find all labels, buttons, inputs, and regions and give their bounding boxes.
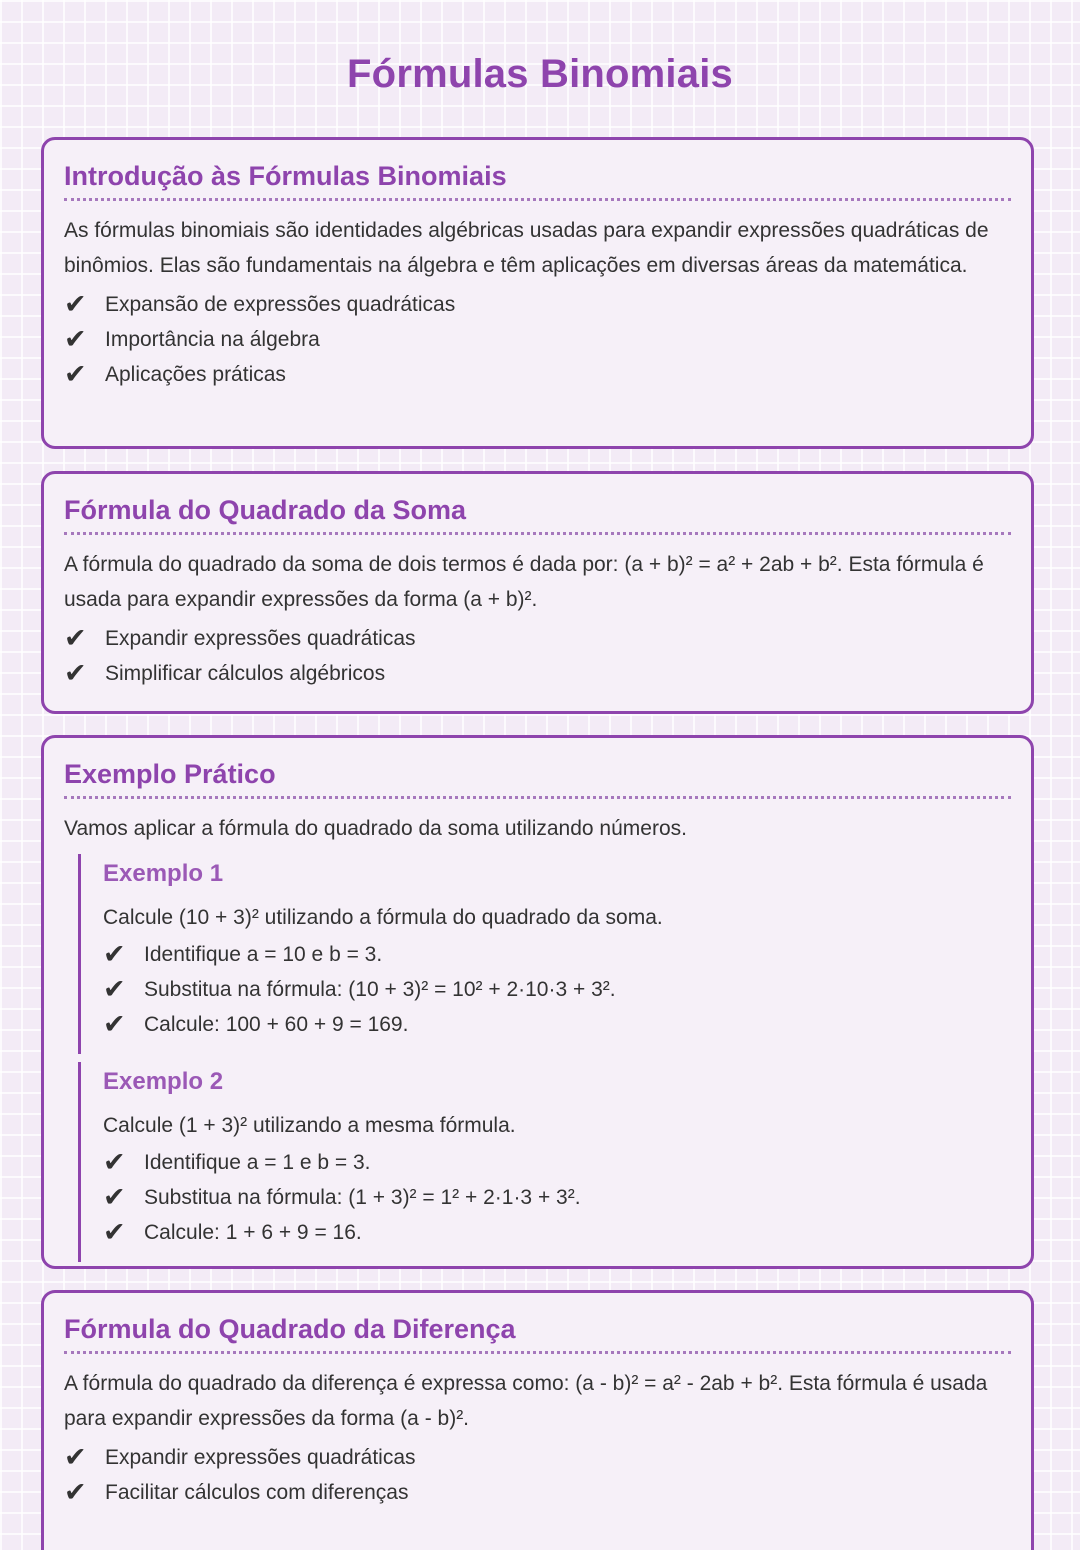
example-title: Exemplo 2: [103, 1068, 224, 1095]
check-icon: ✔: [103, 1217, 126, 1247]
list-item: [64, 322, 1011, 357]
section-text: A fórmula do quadrado da soma de dois termos é dada por: (a + b)² = a² + 2ab + b². Esta fórmula é usada para expandir expressões da forma (a + b)².: [64, 553, 984, 611]
list-item: [64, 1440, 1011, 1475]
list-item: [64, 1475, 1011, 1510]
difference-formula-card: [41, 1290, 1034, 1550]
list-item-label: Calcule: 1 + 6 + 9 = 16.: [144, 1221, 362, 1244]
example-text: Calcule (10 + 3)² utilizando a fórmula do quadrado da soma.: [103, 906, 663, 929]
check-icon: ✔: [103, 1009, 126, 1039]
list-item: [103, 1180, 1011, 1215]
list-item-label: Aplicações práticas: [105, 363, 286, 386]
list-item: [103, 937, 1011, 972]
check-list: [64, 1440, 1011, 1510]
list-item-label: Calcule: 100 + 60 + 9 = 169.: [144, 1013, 409, 1036]
check-icon: ✔: [64, 359, 87, 389]
list-item-label: Facilitar cálculos com diferenças: [105, 1481, 409, 1504]
check-icon: ✔: [103, 974, 126, 1004]
list-item-label: Expansão de expressões quadráticas: [105, 293, 456, 316]
check-icon: ✔: [64, 1442, 87, 1472]
example-title: Exemplo 1: [103, 860, 224, 887]
list-item-label: Identifique a = 10 e b = 3.: [144, 943, 383, 966]
check-icon: ✔: [64, 289, 87, 319]
list-item-label: Substitua na fórmula: (1 + 3)² = 1² + 2·1·3 + 3².: [144, 1186, 581, 1209]
check-icon: ✔: [103, 1182, 126, 1212]
check-list: [64, 621, 1011, 691]
check-icon: ✔: [64, 324, 87, 354]
list-item-label: Substitua na fórmula: (10 + 3)² = 10² + 2·10·3 + 3².: [144, 978, 616, 1001]
check-icon: ✔: [103, 939, 126, 969]
sum-formula-card: [41, 471, 1034, 714]
section-text: A fórmula do quadrado da diferença é expressa como: (a - b)² = a² - 2ab + b². Esta fórmula é usada para expandir expressões da forma (a - b)².: [64, 1372, 988, 1430]
example-block-2: [78, 1062, 1011, 1262]
section-heading: Fórmula do Quadrado da Soma: [64, 492, 1011, 535]
section-heading: Exemplo Prático: [64, 756, 1011, 799]
list-item: [64, 656, 1011, 691]
list-item: [103, 1215, 1011, 1250]
page-title: Fórmulas Binomiais: [347, 52, 733, 96]
check-icon: ✔: [64, 623, 87, 653]
section-heading: Introdução às Fórmulas Binomiais: [64, 158, 1011, 201]
list-item: [103, 1007, 1011, 1042]
list-item: [103, 1145, 1011, 1180]
check-icon: ✔: [103, 1147, 126, 1177]
check-list: [64, 287, 1011, 392]
check-list: [103, 1145, 1011, 1262]
section-text: As fórmulas binomiais são identidades algébricas usadas para expandir expressões quadráticas de binômios. Elas são fundamentais na álgebra e têm aplicações em diversas áreas da matemática.: [64, 219, 989, 277]
list-item-label: Expandir expressões quadráticas: [105, 627, 416, 650]
list-item-label: Identifique a = 1 e b = 3.: [144, 1151, 371, 1174]
intro-card: [41, 137, 1034, 449]
example-block-1: [78, 854, 1011, 1054]
section-heading: Fórmula do Quadrado da Diferença: [64, 1311, 1011, 1354]
check-icon: ✔: [64, 1477, 87, 1507]
list-item: [64, 621, 1011, 656]
example-text: Calcule (1 + 3)² utilizando a mesma fórmula.: [103, 1114, 516, 1137]
check-icon: ✔: [64, 658, 87, 688]
list-item: [64, 357, 1011, 392]
example-card: [41, 735, 1034, 1269]
list-item: [103, 972, 1011, 1007]
list-item: [64, 287, 1011, 322]
list-item-label: Simplificar cálculos algébricos: [105, 662, 386, 685]
list-item-label: Expandir expressões quadráticas: [105, 1446, 416, 1469]
check-list: [103, 937, 1011, 1054]
section-text: Vamos aplicar a fórmula do quadrado da soma utilizando números.: [64, 817, 687, 840]
list-item-label: Importância na álgebra: [105, 328, 320, 351]
